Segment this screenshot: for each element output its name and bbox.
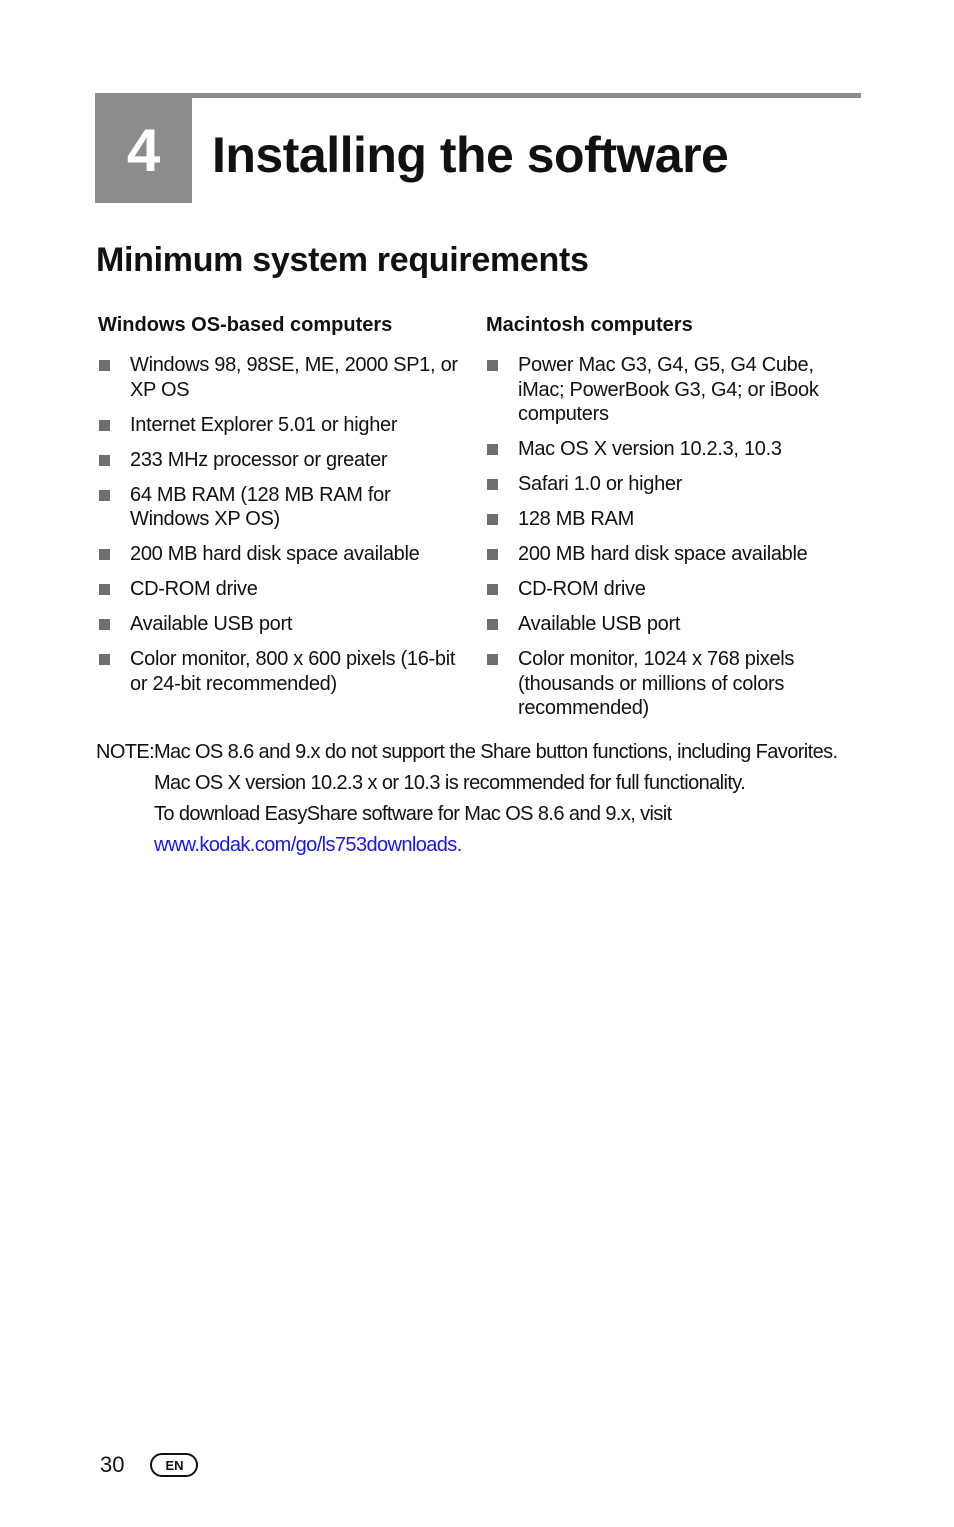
square-bullet-icon: [487, 619, 498, 630]
square-bullet-icon: [99, 420, 110, 431]
chapter-title: Installing the software: [212, 127, 729, 183]
list-item: [98, 413, 458, 438]
note-body: [154, 737, 856, 861]
chapter-number: 4: [126, 116, 161, 184]
chapter-number-box: [95, 98, 192, 203]
list-item: [98, 647, 458, 696]
list-item-text: CD-ROM drive: [518, 578, 646, 600]
list-item-text: 128 MB RAM: [518, 508, 634, 530]
list-item-text: Mac OS X version 10.2.3, 10.3: [518, 438, 782, 460]
list-item: [98, 612, 458, 637]
language-badge: EN: [150, 1453, 198, 1477]
note-line: Mac OS 8.6 and 9.x do not support the Share button functions, including Favorites.: [154, 741, 838, 763]
list-item-text: Color monitor, 1024 x 768 pixels (thousands or millions of colors recommended): [518, 648, 795, 719]
square-bullet-icon: [99, 654, 110, 665]
page-footer: [100, 1450, 198, 1480]
square-bullet-icon: [99, 584, 110, 595]
download-link[interactable]: www.kodak.com/go/ls753downloads.: [154, 834, 462, 856]
note-label: NOTE:: [96, 741, 155, 763]
list-item-text: Windows 98, 98SE, ME, 2000 SP1, or XP OS: [130, 354, 458, 401]
list-item-text: 200 MB hard disk space available: [130, 543, 420, 565]
windows-requirements-heading: Windows OS-based computers: [98, 314, 393, 336]
note-line: To download EasyShare software for Mac OS 8.6 and 9.x, visit: [154, 803, 672, 825]
note-block: [96, 737, 856, 861]
square-bullet-icon: [487, 360, 498, 371]
square-bullet-icon: [99, 455, 110, 466]
list-item: [486, 507, 846, 532]
square-bullet-icon: [99, 619, 110, 630]
page-number: 30: [100, 1452, 125, 1477]
mac-requirements-list: [486, 353, 846, 721]
list-item-text: 233 MHz processor or greater: [130, 448, 388, 471]
list-item-text: Internet Explorer 5.01 or higher: [130, 413, 398, 436]
mac-requirements-heading: Macintosh computers: [486, 314, 693, 336]
section-title: Minimum system requirements: [96, 241, 589, 279]
list-item: [98, 448, 458, 473]
note-line: Mac OS X version 10.2.3 x or 10.3 is recommended for full functionality.: [154, 772, 746, 794]
list-item: [486, 437, 846, 462]
windows-requirements-list: [98, 353, 458, 696]
list-item-text: Safari 1.0 or higher: [518, 473, 683, 495]
list-item: [486, 472, 846, 497]
square-bullet-icon: [487, 584, 498, 595]
square-bullet-icon: [99, 490, 110, 501]
list-item-text: Power Mac G3, G4, G5, G4 Cube, iMac; PowerBook G3, G4; or iBook computers: [518, 354, 819, 425]
square-bullet-icon: [487, 654, 498, 665]
list-item: [98, 483, 458, 532]
square-bullet-icon: [487, 479, 498, 490]
square-bullet-icon: [487, 549, 498, 560]
list-item: [486, 542, 846, 567]
list-item: [486, 577, 846, 602]
list-item-text: 64 MB RAM (128 MB RAM for Windows XP OS): [130, 483, 391, 530]
list-item: [486, 612, 846, 637]
mac-requirements-column: [486, 311, 846, 731]
square-bullet-icon: [487, 514, 498, 525]
list-item-text: Color monitor, 800 x 600 pixels (16-bit or 24-bit recommended): [130, 648, 456, 695]
list-item: [486, 647, 846, 721]
list-item-text: Available USB port: [130, 613, 293, 635]
list-item: [486, 353, 846, 427]
list-item-text: 200 MB hard disk space available: [518, 543, 808, 565]
windows-requirements-column: [98, 311, 458, 707]
list-item: [98, 542, 458, 567]
list-item-text: Available USB port: [518, 613, 681, 635]
list-item: [98, 577, 458, 602]
square-bullet-icon: [99, 549, 110, 560]
list-item: [98, 353, 458, 402]
square-bullet-icon: [487, 444, 498, 455]
square-bullet-icon: [99, 360, 110, 371]
chapter-header-rule: [95, 93, 861, 98]
list-item-text: CD-ROM drive: [130, 578, 258, 600]
